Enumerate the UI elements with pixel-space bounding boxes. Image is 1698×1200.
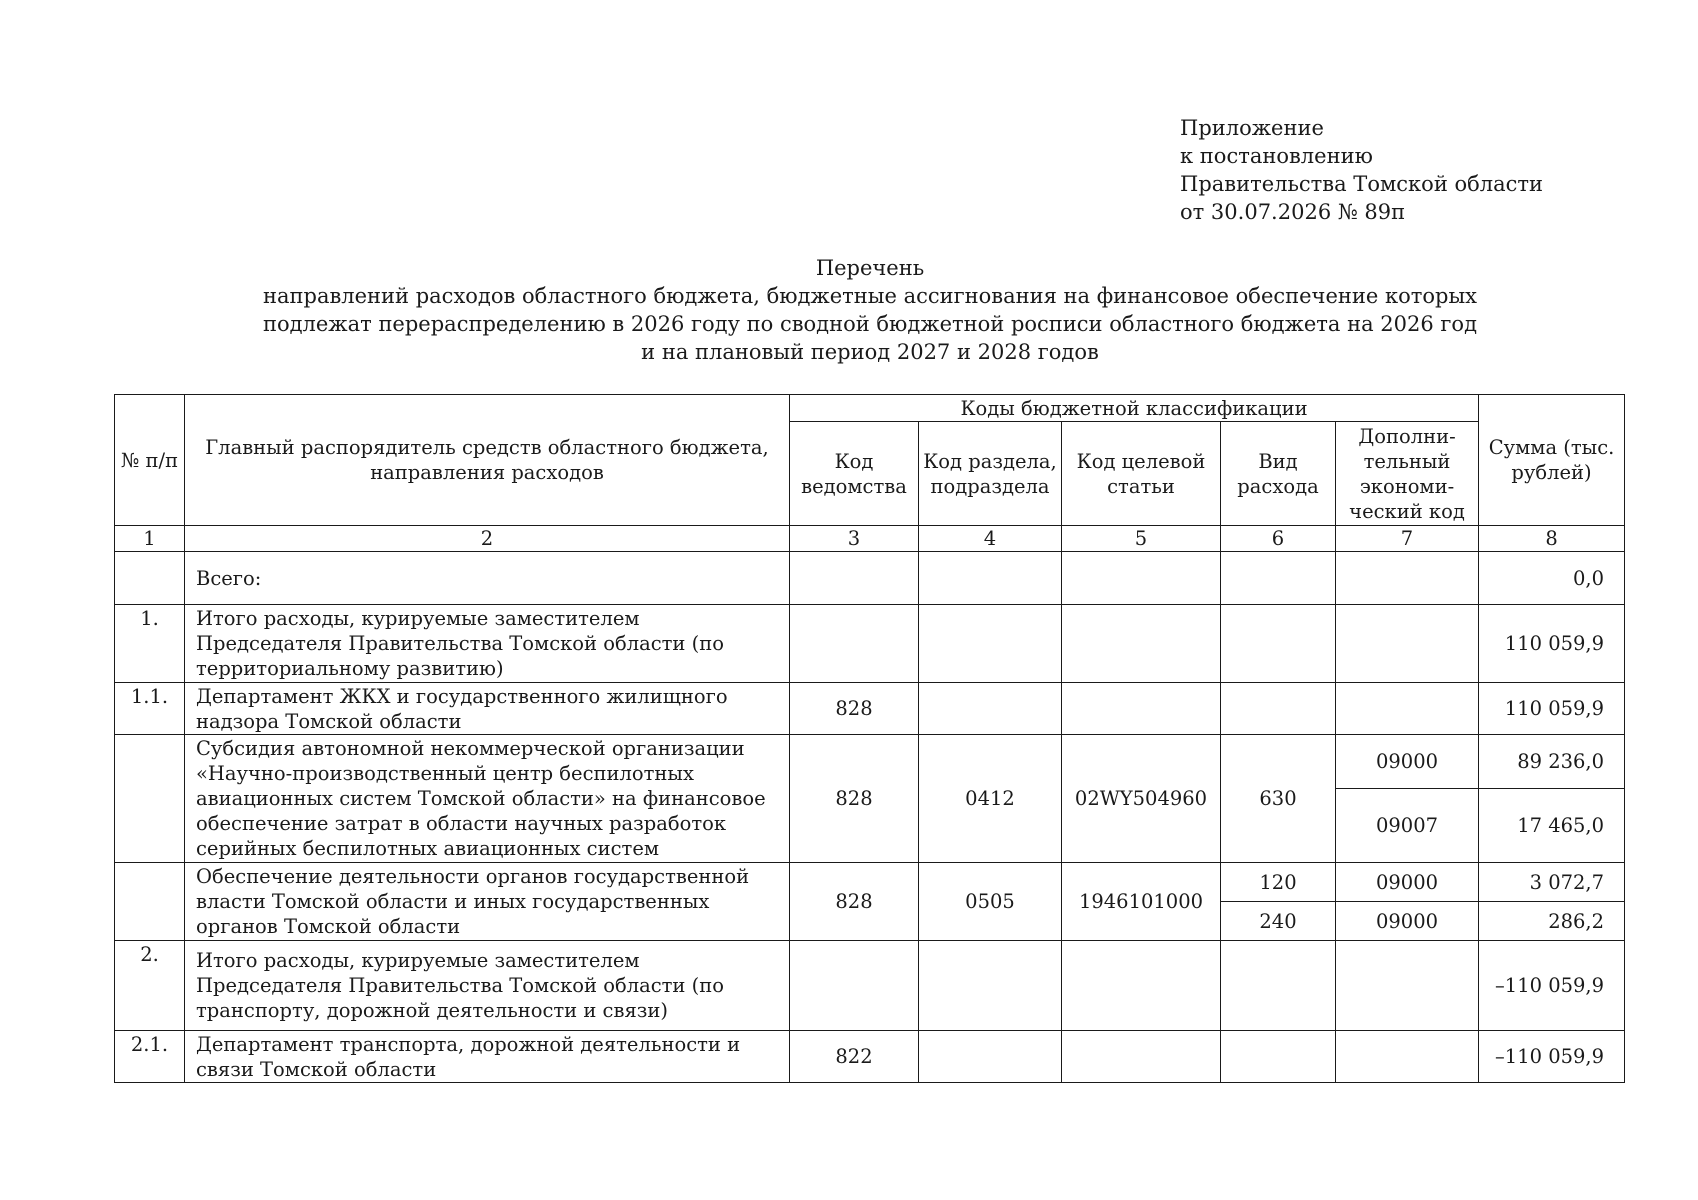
cell-empty bbox=[1221, 683, 1336, 735]
row-sum: –110 059,9 bbox=[1479, 1031, 1625, 1083]
row-section-code: 0505 bbox=[919, 863, 1062, 941]
header-num: № п/п bbox=[115, 395, 185, 526]
header-section-code: Код раздела, подраздела bbox=[919, 422, 1062, 526]
row-sum: 110 059,9 bbox=[1479, 605, 1625, 683]
header-extra-code: Дополни-тельный экономи-ческий код bbox=[1336, 422, 1479, 526]
cell-empty bbox=[1221, 1031, 1336, 1083]
table-row-1-1 bbox=[115, 683, 1625, 735]
row-name: Департамент ЖКХ и государственного жилищного надзора Томской области bbox=[185, 683, 790, 735]
row-expense-type: 240 bbox=[1221, 902, 1336, 941]
row-extra-code: 09000 bbox=[1336, 902, 1479, 941]
appendix-line-2: к постановлению bbox=[1180, 144, 1373, 168]
col-number: 5 bbox=[1062, 526, 1221, 552]
row-extra-code: 09000 bbox=[1336, 735, 1479, 789]
row-target-code: 1946101000 bbox=[1062, 863, 1221, 941]
cell-empty bbox=[1221, 941, 1336, 1031]
appendix-block bbox=[1180, 114, 1543, 226]
cell-empty bbox=[1336, 1031, 1479, 1083]
cell-empty bbox=[1336, 941, 1479, 1031]
cell-empty bbox=[115, 552, 185, 605]
cell-empty bbox=[1062, 605, 1221, 683]
row-target-code: 02WY504960 bbox=[1062, 735, 1221, 863]
appendix-line-3: Правительства Томской области bbox=[1180, 172, 1544, 196]
cell-empty bbox=[115, 735, 185, 863]
row-extra-code: 09000 bbox=[1336, 863, 1479, 902]
cell-empty bbox=[919, 605, 1062, 683]
cell-empty bbox=[1062, 552, 1221, 605]
document-title bbox=[110, 254, 1630, 366]
table-row-total bbox=[115, 552, 1625, 605]
cell-empty bbox=[790, 552, 919, 605]
cell-empty bbox=[790, 605, 919, 683]
row-expense-type: 630 bbox=[1221, 735, 1336, 863]
appendix-line-1: Приложение bbox=[1180, 116, 1324, 140]
col-number: 3 bbox=[790, 526, 919, 552]
cell-empty bbox=[1062, 941, 1221, 1031]
cell-empty bbox=[1336, 683, 1479, 735]
row-name: Обеспечение деятельности органов государственной власти Томской области и иных государственных органов Томской области bbox=[185, 863, 790, 941]
row-name: Итого расходы, курируемые заместителем Председателя Правительства Томской области (по территориальному развитию) bbox=[185, 605, 790, 683]
row-number: 2. bbox=[115, 941, 185, 1031]
row-sum: –110 059,9 bbox=[1479, 941, 1625, 1031]
cell-empty bbox=[790, 941, 919, 1031]
header-sum: Сумма (тыс. рублей) bbox=[1479, 395, 1625, 526]
appendix-line-4: от 30.07.2026 № 89п bbox=[1180, 200, 1406, 224]
budget-table bbox=[114, 394, 1625, 1083]
row-number: 2.1. bbox=[115, 1031, 185, 1083]
header-target-code: Код целевой статьи bbox=[1062, 422, 1221, 526]
cell-empty bbox=[115, 863, 185, 941]
title-line-1: Перечень bbox=[815, 256, 925, 280]
row-section-code: 0412 bbox=[919, 735, 1062, 863]
header-codes-group: Коды бюджетной классификации bbox=[790, 395, 1479, 422]
col-number: 2 bbox=[185, 526, 790, 552]
col-number: 6 bbox=[1221, 526, 1336, 552]
cell-empty bbox=[1336, 552, 1479, 605]
title-line-2: направлений расходов областного бюджета, бюджетные ассигнования на финансовое обеспечение которых bbox=[262, 284, 1477, 308]
row-extra-code: 09007 bbox=[1336, 789, 1479, 863]
header-expense-type: Вид расхода bbox=[1221, 422, 1336, 526]
title-line-3: подлежат перераспределению в 2026 году по сводной бюджетной росписи областного бюджета на 2026 год bbox=[262, 312, 1478, 336]
cell-empty bbox=[1336, 605, 1479, 683]
row-dept-code: 828 bbox=[790, 863, 919, 941]
col-number: 4 bbox=[919, 526, 1062, 552]
row-name: Итого расходы, курируемые заместителем Председателя Правительства Томской области (по транспорту, дорожной деятельности и связи) bbox=[185, 941, 790, 1031]
cell-empty bbox=[919, 1031, 1062, 1083]
col-number: 1 bbox=[115, 526, 185, 552]
cell-empty bbox=[1221, 605, 1336, 683]
row-sum: 89 236,0 bbox=[1479, 735, 1625, 789]
cell-empty bbox=[919, 683, 1062, 735]
header-row-1 bbox=[115, 395, 1625, 422]
col-number: 8 bbox=[1479, 526, 1625, 552]
row-name: Департамент транспорта, дорожной деятельности и связи Томской области bbox=[185, 1031, 790, 1083]
cell-empty bbox=[919, 941, 1062, 1031]
table-row-subsidy-a bbox=[115, 735, 1625, 789]
row-sum: 17 465,0 bbox=[1479, 789, 1625, 863]
header-dept-code: Код ведомства bbox=[790, 422, 919, 526]
row-name: Субсидия автономной некоммерческой организации «Научно-производственный центр беспилотных авиационных систем Томской области» на финансовое обеспечение затрат в области научных разработок серийных беспилотных авиационных систем bbox=[185, 735, 790, 863]
total-sum: 0,0 bbox=[1479, 552, 1625, 605]
row-dept-code: 828 bbox=[790, 683, 919, 735]
row-expense-type: 120 bbox=[1221, 863, 1336, 902]
total-label: Всего: bbox=[185, 552, 790, 605]
title-line-4: и на плановый период 2027 и 2028 годов bbox=[641, 340, 1099, 364]
cell-empty bbox=[1062, 683, 1221, 735]
row-number: 1.1. bbox=[115, 683, 185, 735]
table-row-2-1 bbox=[115, 1031, 1625, 1083]
cell-empty bbox=[1062, 1031, 1221, 1083]
row-sum: 110 059,9 bbox=[1479, 683, 1625, 735]
row-number: 1. bbox=[115, 605, 185, 683]
table-row-ops-a bbox=[115, 863, 1625, 902]
row-sum: 3 072,7 bbox=[1479, 863, 1625, 902]
col-number: 7 bbox=[1336, 526, 1479, 552]
cell-empty bbox=[1221, 552, 1336, 605]
row-dept-code: 822 bbox=[790, 1031, 919, 1083]
row-sum: 286,2 bbox=[1479, 902, 1625, 941]
cell-empty bbox=[919, 552, 1062, 605]
header-name: Главный распорядитель средств областного бюджета, направления расходов bbox=[185, 395, 790, 526]
table-row-2 bbox=[115, 941, 1625, 1031]
table-row-1 bbox=[115, 605, 1625, 683]
row-dept-code: 828 bbox=[790, 735, 919, 863]
column-number-row bbox=[115, 526, 1625, 552]
